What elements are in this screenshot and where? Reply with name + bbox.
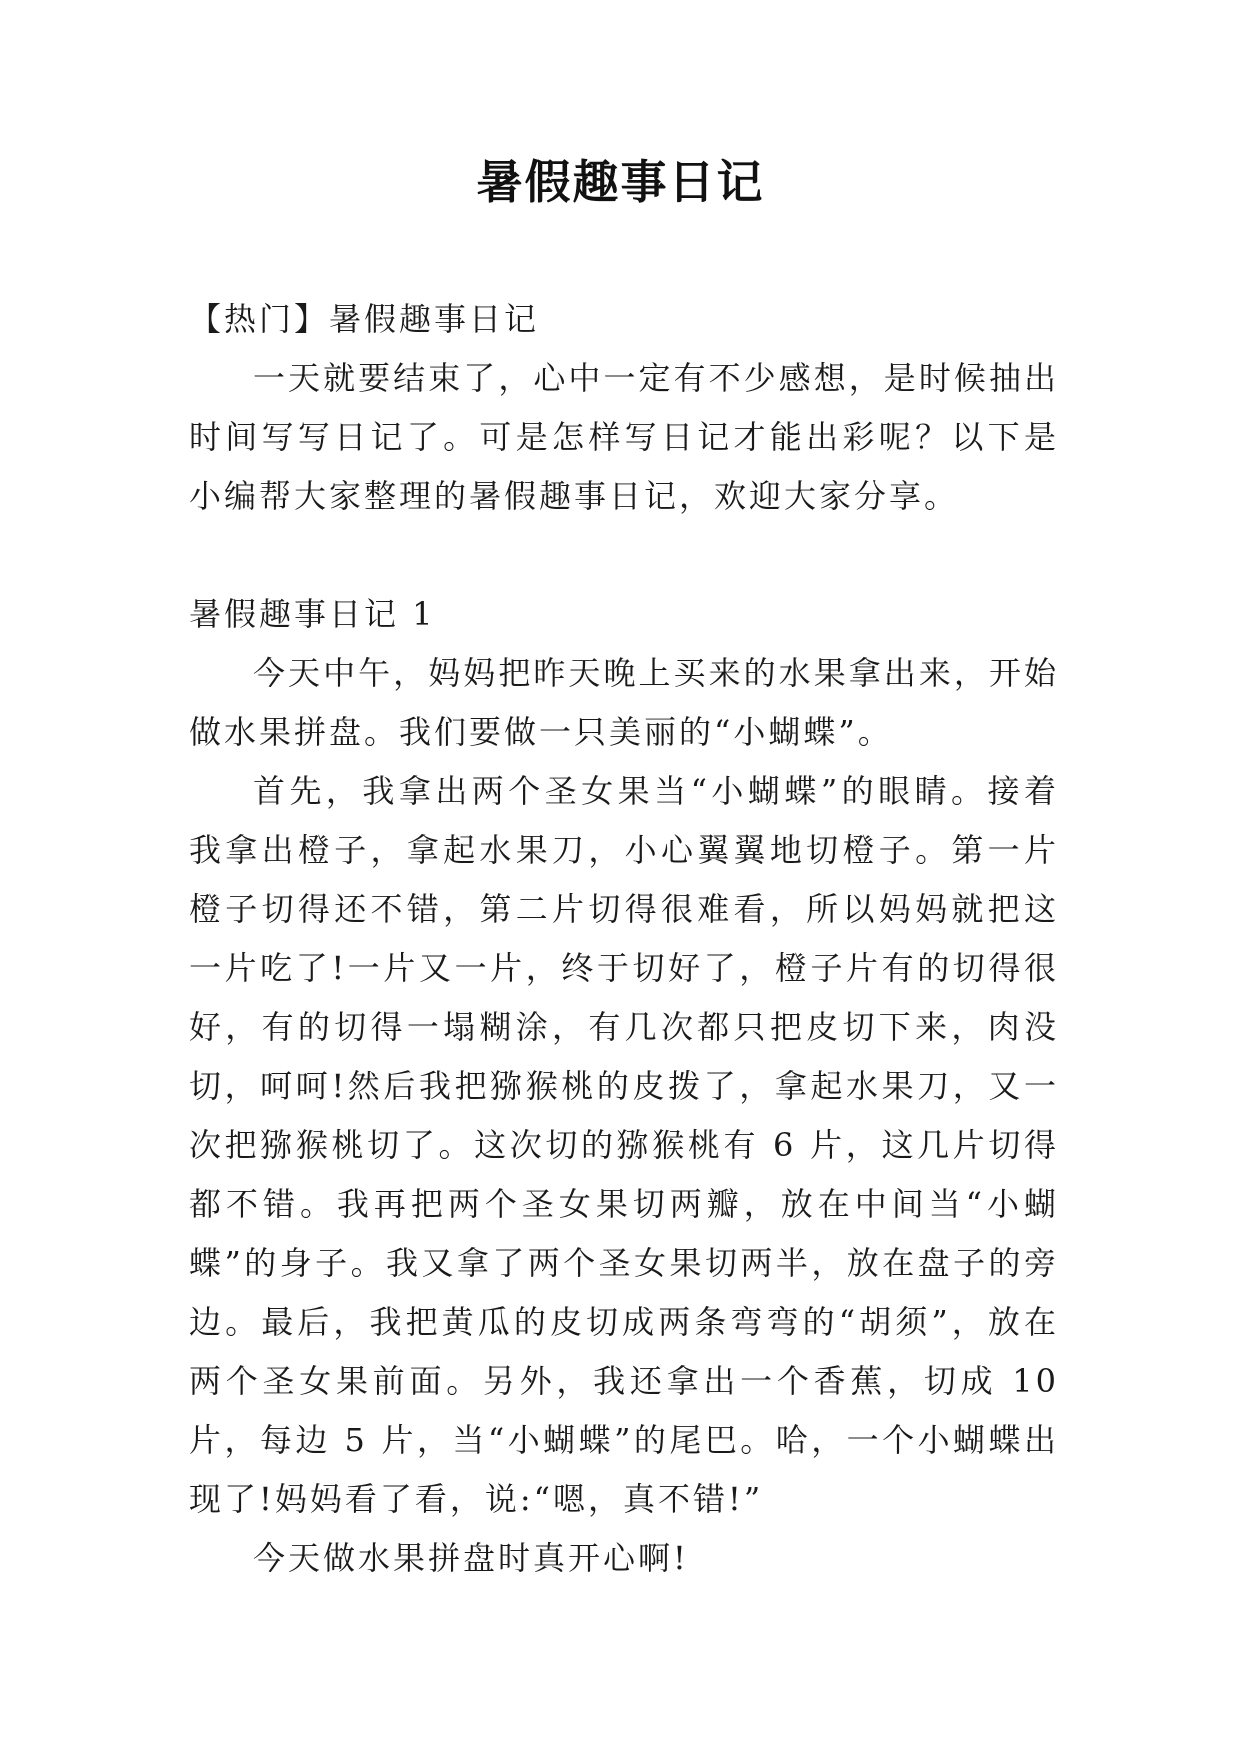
intro-paragraph: 一天就要结束了，心中一定有不少感想，是时候抽出时间写写日记了。可是怎样写日记才能出彩呢？以下是小编帮大家整理的暑假趣事日记，欢迎大家分享。 [189, 359, 1059, 515]
body-paragraph-1: 今天中午，妈妈把昨天晚上买来的水果拿出来，开始做水果拼盘。我们要做一只美丽的“小蝴蝶”。 [189, 654, 1059, 751]
section-spacer [189, 526, 1059, 585]
section-title: 暑假趣事日记 1 [189, 595, 436, 633]
heading-line: 【热门】暑假趣事日记 [189, 300, 540, 338]
body-paragraph-3: 今天做水果拼盘时真开心啊! [253, 1539, 689, 1577]
document-body [189, 290, 1059, 1588]
body-paragraph-2: 首先，我拿出两个圣女果当“小蝴蝶”的眼睛。接着我拿出橙子，拿起水果刀，小心翼翼地切橙子。第一片橙子切得还不错，第二片切得很难看，所以妈妈就把这一片吃了!一片又一片，终于切好了，橙子片有的切得很好，有的切得一塌糊涂，有几次都只把皮切下来，肉没切，呵呵!然后我把猕猴桃的皮拨了，拿起水果刀，又一次把猕猴桃切了。这次切的猕猴桃有 6 片，这几片切得都不错。我再把两个圣女果切两瓣，放在中间当“小蝴蝶”的身子。我又拿了两个圣女果切两半，放在盘子的旁边。最后，我把黄瓜的皮切成两条弯弯的“胡须”，放在两个圣女果前面。另外，我还拿出一个香蕉，切成 10 片，每边 5 片，当“小蝴蝶”的尾巴。哈，一个小蝴蝶出现了!妈妈看了看，说:“嗯，真不错!” [189, 772, 1059, 1518]
document-title: 暑假趣事日记 [476, 155, 765, 209]
